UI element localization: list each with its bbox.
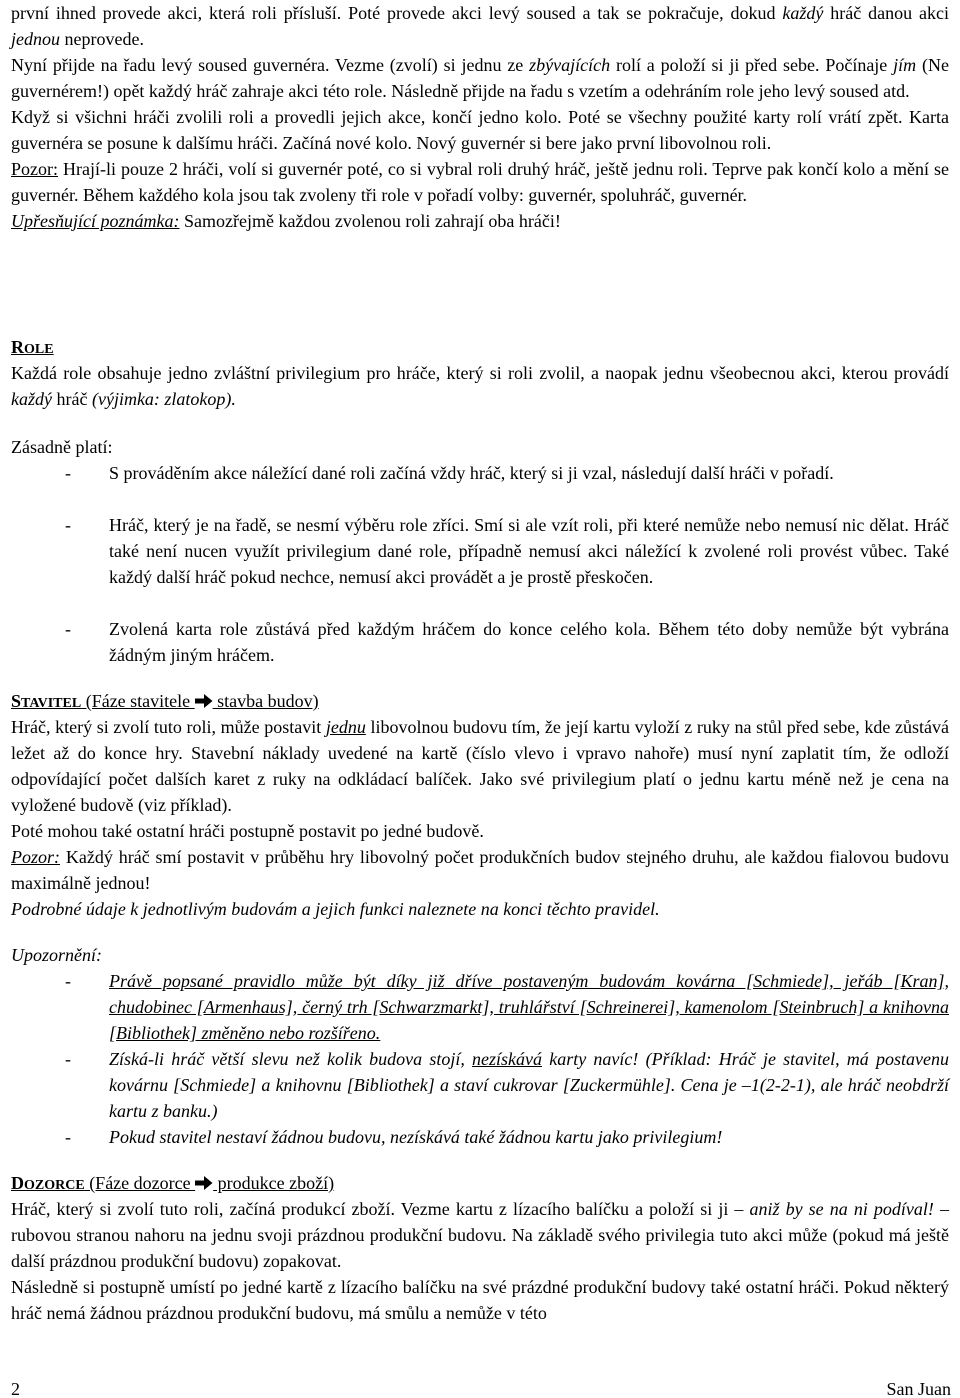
note-label: Upřesňující poznámka: — [11, 211, 180, 231]
page-number: 2 — [11, 1379, 20, 1398]
dozorce-heading: DOZORCE (Fáze dozorce produkce zboží) — [11, 1170, 334, 1199]
intro-paragraph-3: Když si všichni hráči zvolili roli a provedli jejich akce, končí jedno kolo. Poté se všechny použité karty rolí vrátí zpět. Karta guvernéra se posune k dalšímu hráči. Začíná nové kolo. Nový guvernér si bere jako první libovolnou roli. — [11, 107, 949, 153]
role-bullet-3: - Zvolená karta role zůstává před každým hráčem do konce celého kola. Během této doby nemůže být vybrána žádným jiným hráčem. — [11, 616, 949, 668]
upozorneni-label: Upozornění: — [11, 945, 102, 965]
zasadne-plati-label: Zásadně platí: — [11, 437, 113, 457]
stavitel-bullet-1: - Právě popsané pravidlo může být díky již dříve postaveným budovám kovárna [Schmiede], jeřáb [Kran], chudobinec [Armenhaus], černý trh [Schwarzmarkt], truhlářství [Schreinerei], kamenolom [Steinbruch] a knihovna [Bibliothek] změněno nebo rozšířeno. — [11, 968, 949, 1046]
stavitel-bullet-2: - Získá-li hráč větší slevu než kolik budova stojí, nezískává karty navíc! (Příklad: Hráč je stavitel, má postavenu kovárnu [Schmiede] a knihovnu [Bibliothek] a staví cukrovar [Zuckermühle]. Cena je –1(2-2-1), ale hráč neobdrží kartu z banku.) — [11, 1046, 949, 1124]
pozor-label: Pozor: — [11, 159, 58, 179]
role-bullet-1: - S prováděním akce náležící dané roli začíná vždy hráč, který si ji vzal, následují další hráči v pořadí. — [11, 460, 949, 486]
intro-section — [11, 0, 949, 234]
pozor-label: Pozor: — [11, 847, 60, 867]
arrow-right-icon — [195, 690, 213, 716]
dash-marker: - — [65, 971, 71, 991]
stavitel-heading: STAVITEL (Fáze stavitele stavba budov) — [11, 688, 319, 717]
dash-marker: - — [65, 1049, 71, 1069]
footer-title: San Juan — [886, 1379, 951, 1398]
intro-note: Upřesňující poznámka: Samozřejmě každou zvolenou roli zahrají oba hráči! — [11, 211, 561, 231]
dash-marker: - — [65, 619, 71, 639]
stavitel-body: Hráč, který si zvolí tuto roli, může postavit jednu libovolnou budovu tím, že její kartu vyloží z ruky na stůl před sebe, kde zůstává ležet až do konce hry. Stavební náklady uvedené na kartě (číslo vlevo i vpravo nahoře) musí nyní zaplatit tím, že odloží odpovídající počet dalších karet z ruky na odkládací balíček. Jako své privilegium platí o jednu kartu méně než je cena na vyložené budově (viz příklad). Poté mohou také ostatní hráči postupně postavit po jedné budově. Pozor: Každý hráč smí postavit v průběhu hry libovolný počet produkčních budov stejného druhu, ale každou fialovou budovu maximálně jednou! Podrobné údaje k jednotlivým budovám a jejich funkci naleznete na konci těchto pravidel. — [11, 717, 949, 919]
intro-paragraph-1: první ihned provede akci, která roli přísluší. Poté provede akci levý soused a tak se pokračuje, dokud každý hráč danou akci jednou neprovede. — [11, 3, 949, 49]
role-intro: Každá role obsahuje jedno zvláštní privilegium pro hráče, který si roli zvolil, a naopak jednu všeobecnou akci, kterou provádí každý hráč (výjimka: zlatokop). — [11, 363, 949, 409]
dash-marker: - — [65, 463, 71, 483]
stavitel-bullet-3: - Pokud stavitel nestaví žádnou budovu, nezískává také žádnou kartu jako privilegium! — [11, 1124, 949, 1150]
role-bullet-2: - Hráč, který je na řadě, se nesmí výběru role zříci. Smí si ale vzít roli, při které nemůže nebo nemusí nic dělat. Hráč také není nucen využít privilegium dané role, případně nemusí akci náležící k zvolené roli provést vůbec. Také každý další hráč pokud nechce, nemusí akci provádět a je prostě přeskočen. — [11, 512, 949, 590]
dash-marker: - — [65, 515, 71, 535]
dozorce-body: Hráč, který si zvolí tuto roli, začíná produkcí zboží. Vezme kartu z lízacího balíčku a položí si ji – aniž by se na ni podíval! – rubovou stranou nahoru na jednu svoji prázdnou produkční budovu. Na základě svého privilegia tuto akci může (pokud má ještě další prázdnou produkční budovu) zopakovat. Následně si postupně umístí po jedné kartě z lízacího balíčku na své prázdné produkční budovy také ostatní hráči. Pokud některý hráč nemá žádnou prázdnou produkční budovu, má smůlu a nemůže v této — [11, 1199, 950, 1323]
intro-pozor: Pozor: Hrají-li pouze 2 hráči, volí si guvernér poté, co si vybral roli druhý hráč, ještě jednu roli. Teprve pak končí kolo a mění se guvernér. Během každého kola jsou tak zvoleny tři role v pořadí volby: guvernér, spoluhráč, guvernér. — [11, 159, 949, 205]
intro-paragraph-2: Nyní přijde na řadu levý soused guvernéra. Vezme (zvolí) si jednu ze zbývajících rolí a položí si ji před sebe. Počínaje jím (Ne guvernérem!) opět každý hráč zahraje akci této role. Následně přijde na řadu s vzetím a odehráním role jeho levý soused atd. — [11, 55, 949, 101]
role-heading: ROLE — [11, 337, 54, 357]
arrow-right-icon — [195, 1172, 213, 1198]
dash-marker: - — [65, 1127, 71, 1147]
